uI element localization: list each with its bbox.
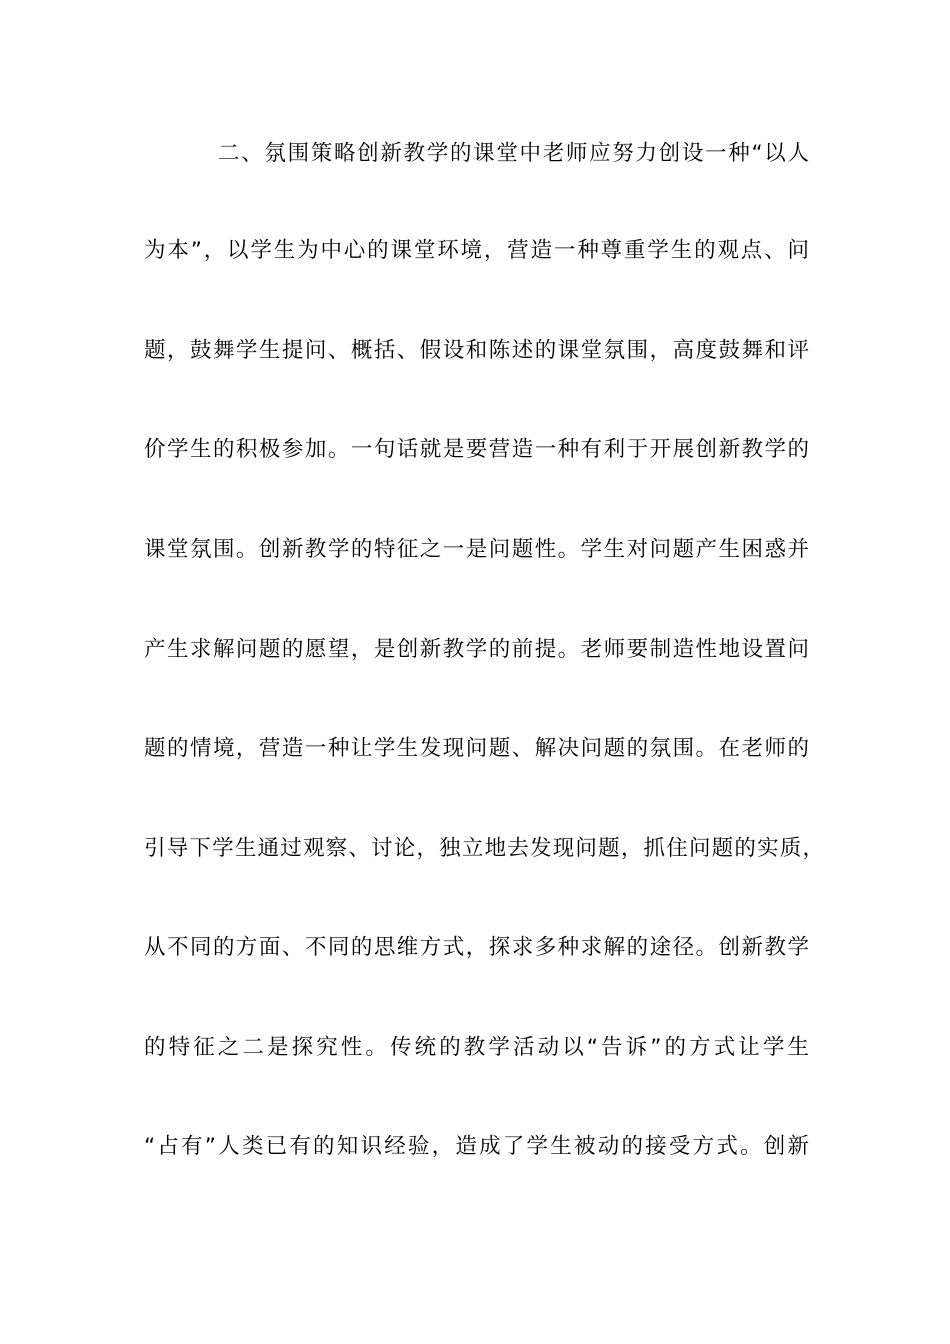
paragraph-line-6: 产生求解问题的愿望，是创新教学的前提。老师要制造性地设置问 xyxy=(144,637,809,662)
paragraph-line-1: 二、氛围策略创新教学的课堂中老师应努力创设一种“以人 xyxy=(218,141,809,166)
paragraph-line-11: “占有”人类已有的知识经验，造成了学生被动的接受方式。创新 xyxy=(144,1134,809,1159)
paragraph-line-7: 题的情境，营造一种让学生发现问题、解决问题的氛围。在老师的 xyxy=(144,736,809,761)
paragraph-line-9: 从不同的方面、不同的思维方式，探求多种求解的途径。创新教学 xyxy=(144,935,809,960)
paragraph-line-2: 为本”，以学生为中心的课堂环境，营造一种尊重学生的观点、问 xyxy=(144,238,809,263)
paragraph-line-4: 价学生的积极参加。一句话就是要营造一种有利于开展创新教学的 xyxy=(144,437,809,462)
paragraph-line-5: 课堂氛围。创新教学的特征之一是问题性。学生对问题产生困惑并 xyxy=(144,537,809,562)
paragraph-line-3: 题，鼓舞学生提问、概括、假设和陈述的课堂氛围，高度鼓舞和评 xyxy=(144,338,809,363)
paragraph-line-10: 的特征之二是探究性。传统的教学活动以“告诉”的方式让学生 xyxy=(144,1035,809,1060)
paragraph-line-8: 引导下学生通过观察、讨论，独立地去发现问题，抓住问题的实质， xyxy=(144,836,824,861)
